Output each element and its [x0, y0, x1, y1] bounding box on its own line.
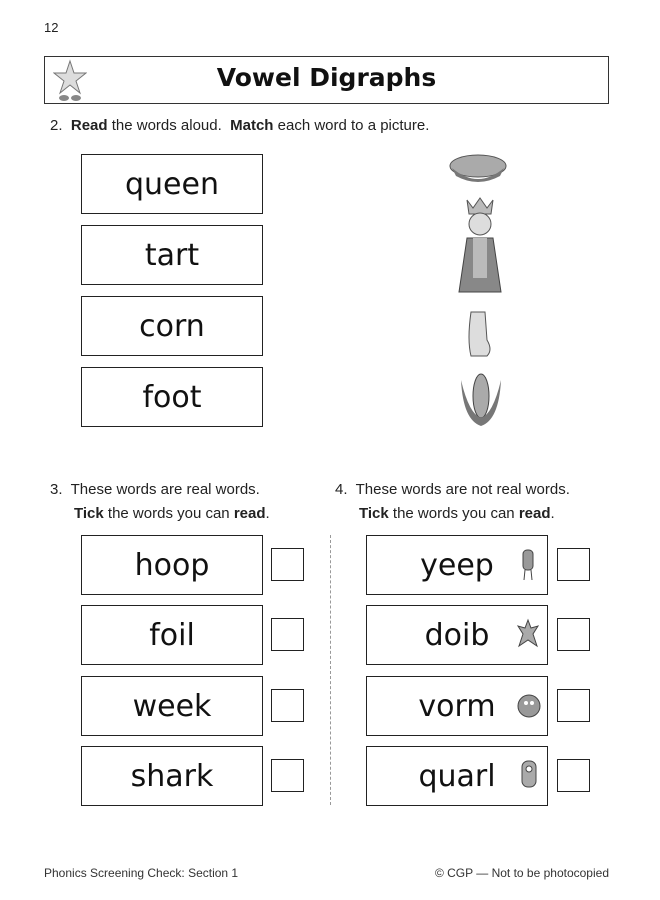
monster-icon [517, 618, 539, 652]
page-number: 12 [44, 20, 59, 35]
tick-box-vorm[interactable] [557, 689, 590, 722]
word-doib: doib [424, 617, 490, 653]
word-card-yeep [366, 535, 548, 595]
footer-right: © CGP — Not to be photocopied [434, 866, 609, 880]
footer-left: Phonics Screening Check: Section 1 [44, 866, 239, 880]
word-card-doib [366, 605, 548, 665]
word-yeep: yeep [420, 547, 494, 583]
tick-box-doib[interactable] [557, 618, 590, 651]
word-card-week: week [81, 676, 263, 736]
tick-box-shark[interactable] [271, 759, 304, 792]
tick-box-yeep[interactable] [557, 548, 590, 581]
tick-box-quarl[interactable] [557, 759, 590, 792]
word-card-foil: foil [81, 605, 263, 665]
pie-icon[interactable] [448, 150, 508, 186]
word-quarl: quarl [418, 758, 496, 794]
page-title: Vowel Digraphs [216, 63, 437, 92]
tick-box-week[interactable] [271, 689, 304, 722]
monster-icon [519, 759, 539, 793]
word-card-hoop: hoop [81, 535, 263, 595]
word-card-shark: shark [81, 746, 263, 806]
word-card-queen[interactable]: queen [81, 154, 263, 214]
corn-icon[interactable] [457, 370, 505, 428]
word-card-vorm [366, 676, 548, 736]
q4-instruction: 4. These words are not real words. Tick the words you can read. [335, 481, 570, 522]
monster-icon [517, 691, 541, 721]
queen-icon[interactable] [455, 196, 505, 298]
word-card-corn[interactable]: corn [81, 296, 263, 356]
word-card-foot[interactable]: foot [81, 367, 263, 427]
word-card-quarl [366, 746, 548, 806]
tick-box-hoop[interactable] [271, 548, 304, 581]
q3-instruction: 3. These words are real words. Tick the words you can read. [50, 481, 270, 522]
monster-icon [519, 548, 537, 582]
column-divider [330, 535, 331, 805]
title-banner [44, 56, 609, 104]
word-vorm: vorm [418, 688, 496, 724]
foot-icon[interactable] [465, 310, 495, 358]
word-card-tart[interactable]: tart [81, 225, 263, 285]
tick-box-foil[interactable] [271, 618, 304, 651]
q2-instruction: 2. Read the words aloud. Match each word to a picture. [50, 117, 430, 134]
